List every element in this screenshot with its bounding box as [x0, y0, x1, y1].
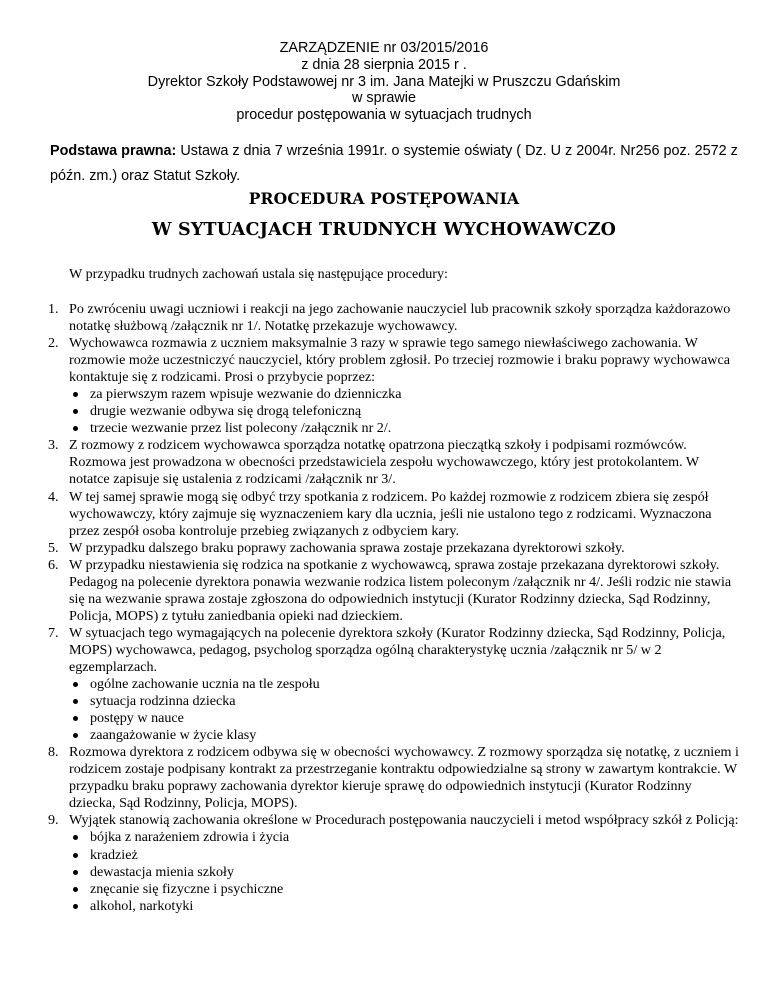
procedure-item — [0, 540, 768, 557]
bullet-text: zaangażowanie w życie klasy — [90, 727, 257, 744]
bullet-dot-icon — [73, 835, 78, 840]
procedure-item — [0, 301, 768, 335]
bullet-dot-icon — [73, 409, 78, 414]
bullet-item — [69, 386, 740, 403]
item-number: 1. — [48, 301, 59, 317]
bullet-text: dewastacja mienia szkoły — [90, 863, 235, 880]
procedure-title: PROCEDURA POSTĘPOWANIA — [248, 189, 520, 208]
bullet-item — [69, 403, 740, 420]
bullet-dot-icon — [73, 716, 78, 721]
bullet-list — [69, 676, 740, 744]
item-text: W przypadku niestawienia się rodzica na spotkanie z wychowawcą, sprawa zostaje przekazana dyrektorowi szkoły. Pedagog na polecenie dyrektora ponawia wezwanie rodzica listem poleconym /załącznik nr 4/. Jeśli rodzic nie stawia się na wezwanie sprawa zostaje zgłoszona do odpowiednich instytucji (Kurator Rodzinny dziecka, Sąd Rodzinny, Policja, MOPS) z tytułu zaniedbania opieki nad dzieckiem. — [69, 556, 732, 624]
bullet-item — [69, 864, 740, 881]
bullet-dot-icon — [73, 904, 78, 909]
bullet-text: drugie wezwanie odbywa się drogą telefoniczną — [90, 403, 362, 420]
bullet-dot-icon — [73, 733, 78, 738]
bullet-item — [69, 898, 740, 915]
bullet-item — [69, 881, 740, 898]
procedure-item — [0, 489, 768, 540]
bullet-item — [69, 676, 740, 693]
procedure-item — [0, 812, 768, 914]
bullet-text: ogólne zachowanie ucznia na tle zespołu — [90, 676, 320, 693]
bullet-dot-icon — [73, 392, 78, 397]
bullet-dot-icon — [73, 870, 78, 875]
legal-basis — [50, 139, 740, 189]
item-number: 7. — [48, 624, 59, 641]
bullet-list — [69, 829, 740, 914]
bullet-dot-icon — [73, 426, 78, 431]
bullet-text: za pierwszym razem wpisuje wezwanie do dzienniczka — [90, 386, 402, 403]
item-text: Wyjątek stanowią zachowania określone w Procedurach postępowania nauczycieli i metod współpracy szkół z Policją: — [69, 812, 739, 829]
item-text: Z rozmowy z rodzicem wychowawca sporządza notatkę opatrzona pieczątką szkoły i podpisami rozmówców. Rozmowa jest prowadzona w obecności przedstawiciela zespołu wychowawczego, który jest protokolantem. W notatce zapisuje się ustalenia z rodzicami /załącznik nr 3/. — [69, 437, 699, 488]
item-text: W sytuacjach tego wymagających na polecenie dyrektora szkoły (Kurator Rodzinny dziecka, Sąd Rodzinny, Policja, MOPS) wychowawca, pedagog, psycholog sporządza ogólną charakterystykę ucznia /załącznik nr 5/ w 2 egzemplarzach. — [69, 624, 726, 675]
item-number: 2. — [48, 335, 59, 352]
item-text: Rozmowa dyrektora z rodzicem odbywa się w obecności wychowawcy. Z rozmowy sporządza się notatkę, z uczniem i rodzicem zostaje podpisany kontrakt za przestrzeganie kontraktu odpowiedzialne są strony w zawartym kontrakcie. W przypadku braku poprawy zachowania dyrektor kieruje sprawę do odpowiednich instytucji (Kurator Rodzinny dziecka, Sąd Rodzinny, Policja, MOPS). — [69, 744, 739, 812]
procedure-item — [0, 625, 768, 744]
ordinance-header — [0, 40, 768, 124]
ordinance-issuer: Dyrektor Szkoły Podstawowej nr 3 im. Jana Matejki w Pruszczu Gdańskim — [147, 73, 621, 90]
bullet-item — [69, 727, 740, 744]
ordinance-in-matter: w sprawie — [352, 90, 416, 107]
bullet-text: alkohol, narkotyki — [90, 897, 194, 914]
item-text: W tej samej sprawie mogą się odbyć trzy spotkania z rodzicem. Po każdej rozmowie z rodzicem zbiera się zespół wychowawczy, który zajmuje się wyznaczeniem kary dla ucznia, jeśli nie ustalono tego z rodzicami. Wyznaczona przez zespół osoba kontroluje przebieg związanych z odbyciem kary. — [69, 488, 712, 539]
intro-paragraph: W przypadku trudnych zachowań ustala się następujące procedury: — [69, 266, 448, 282]
bullet-dot-icon — [73, 887, 78, 892]
item-number: 5. — [48, 539, 59, 556]
procedure-item — [0, 557, 768, 625]
bullet-item — [69, 710, 740, 727]
procedure-item — [0, 744, 768, 812]
procedure-subtitle: W SYTUACJACH TRUDNYCH WYCHOWAWCZO — [151, 220, 617, 240]
bullet-item — [69, 420, 740, 437]
bullet-dot-icon — [73, 853, 78, 858]
bullet-list — [69, 386, 740, 437]
bullet-item — [69, 693, 740, 710]
bullet-text: postępy w nauce — [90, 710, 184, 727]
ordinance-date: z dnia 28 sierpnia 2015 r . — [301, 56, 467, 73]
item-number: 6. — [48, 556, 59, 573]
ordinance-number: ZARZĄDZENIE nr 03/2015/2016 — [279, 40, 489, 56]
item-text: W przypadku dalszego braku poprawy zachowania sprawa zostaje przekazana dyrektorowi szkoły. — [69, 539, 625, 556]
bullet-dot-icon — [73, 699, 78, 704]
item-text: Wychowawca rozmawia z uczniem maksymalnie 3 razy w sprawie tego samego niewłaściwego zachowania. W rozmowie może uczestniczyć nauczyciel, który problem zgłosił. Po trzeciej rozmowie i braku poprawy wychowawca kontaktuje się z rodzicami. Prosi o przybycie poprzez: — [69, 335, 730, 386]
item-number: 9. — [48, 812, 59, 829]
bullet-text: znęcanie się fizyczne i psychiczne — [90, 880, 284, 897]
item-number: 3. — [48, 437, 59, 454]
bullet-text: bójka z narażeniem zdrowia i życia — [90, 829, 290, 846]
bullet-item — [69, 847, 740, 864]
procedure-item — [0, 437, 768, 488]
procedure-list — [0, 301, 768, 915]
bullet-text: kradzież — [90, 846, 138, 863]
bullet-item — [69, 829, 740, 846]
item-number: 4. — [48, 488, 59, 505]
ordinance-subject: procedur postępowania w sytuacjach trudnych — [236, 107, 532, 124]
item-text: Po zwróceniu uwagi uczniowi i reakcji na jego zachowanie nauczyciel lub pracownik szkoły sporządza każdorazowo notatkę służbową /załącznik nr 1/. Notatkę przekazuje wychowawcy. — [69, 301, 731, 335]
legal-basis-label: Podstawa prawna: — [50, 143, 177, 159]
bullet-text: sytuacja rodzinna dziecka — [90, 693, 236, 710]
procedure-item — [0, 335, 768, 437]
item-number: 8. — [48, 744, 59, 761]
bullet-dot-icon — [73, 682, 78, 687]
bullet-text: trzecie wezwanie przez list polecony /załącznik nr 2/. — [90, 420, 392, 437]
legal-basis-text: Ustawa z dnia 7 września 1991r. o systemie oświaty ( Dz. U z 2004r. Nr256 poz. 2572 z późn. zm.) oraz Statut Szkoły. — [50, 143, 738, 184]
